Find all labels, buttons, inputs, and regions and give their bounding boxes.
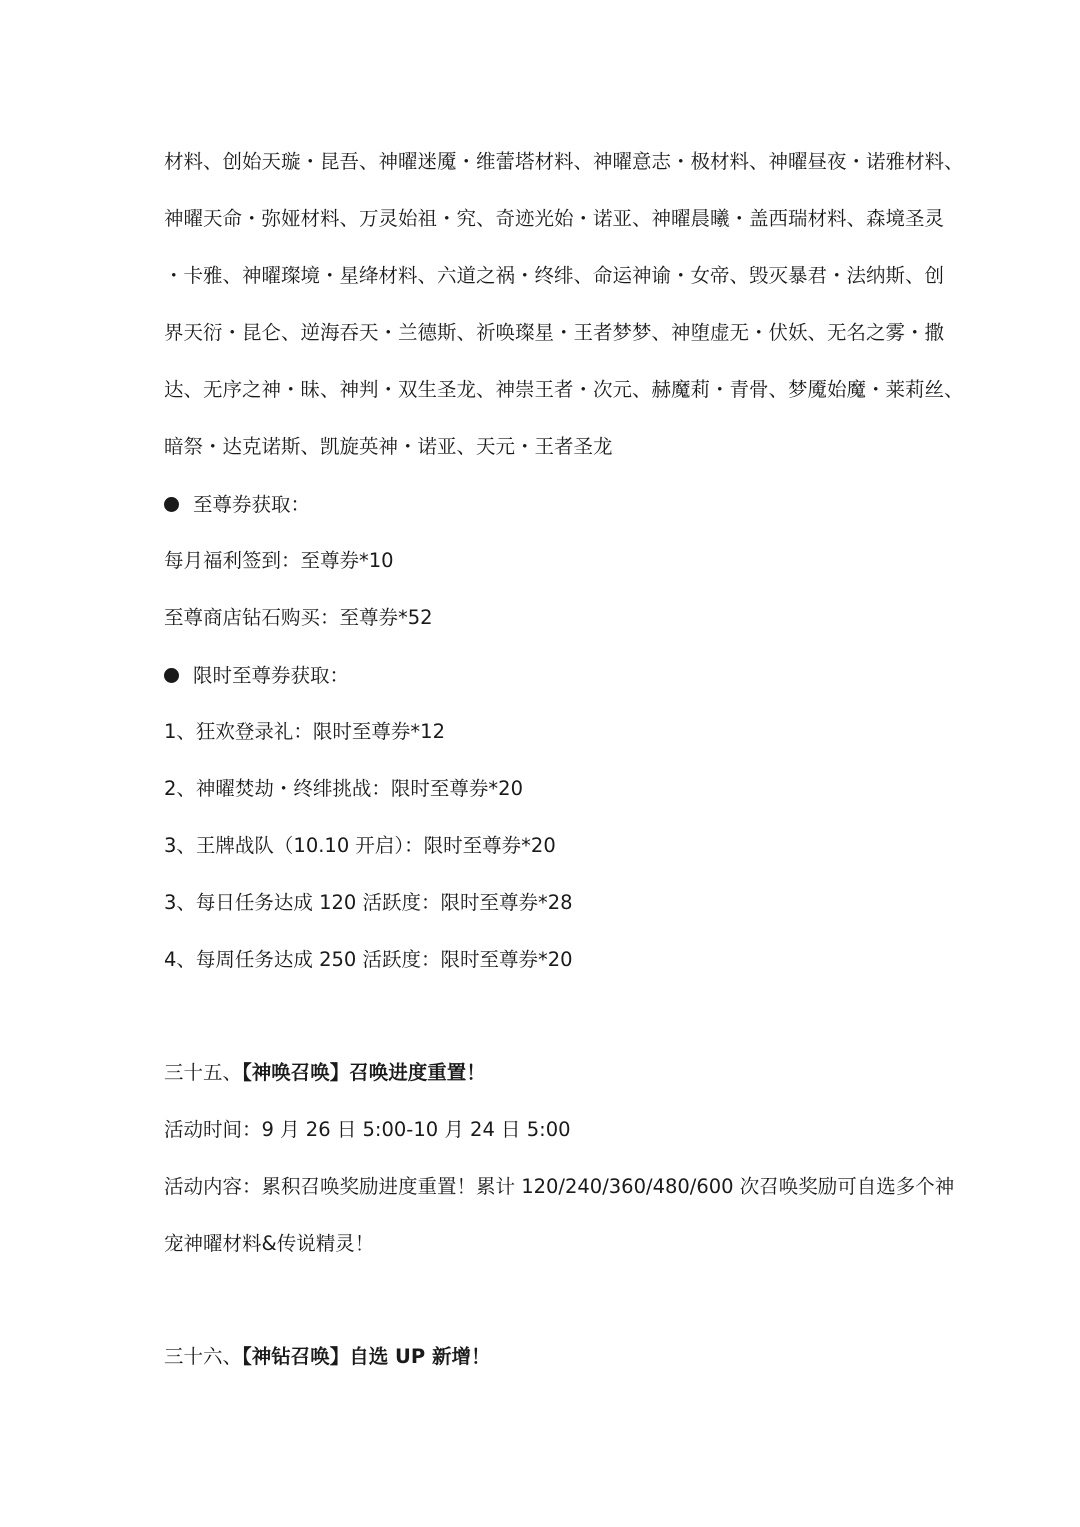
- bullet-icon: [164, 668, 179, 683]
- intro-line: 暗祭・达克诺斯、凯旋英神・诺亚、天元・王者圣龙: [164, 435, 613, 458]
- section35-prefix: 三十五、: [164, 1061, 243, 1084]
- section36-prefix: 三十六、: [164, 1345, 243, 1368]
- intro-line: 界天衍・昆仑、逆海吞天・兰德斯、祈唤璨星・王者梦梦、神堕虚无・伏妖、无名之雾・撒: [164, 321, 945, 344]
- bullet-icon: [164, 497, 179, 512]
- section35-content-line: 活动内容：累积召唤奖励进度重置！累计 120/240/360/480/600 次召唤奖励可自选多个神: [164, 1175, 955, 1198]
- intro-line: 神曜天命・弥娅材料、万灵始祖・究、奇迹光始・诺亚、神曜晨曦・盖西瑞材料、森境圣灵: [164, 207, 945, 230]
- intro-line: 材料、创始天璇・昆吾、神曜迷魇・维蕾塔材料、神曜意志・极材料、神曜昼夜・诺雅材料、: [164, 150, 964, 173]
- section36-title: 【神钻召唤】自选 UP 新增！: [242, 1345, 491, 1368]
- supreme-heading-text: 至尊券获取：: [193, 492, 311, 516]
- section35-heading: [164, 1050, 934, 1107]
- document-content: [164, 139, 964, 1391]
- intro-paragraph: [164, 139, 964, 481]
- limited-item: 2、神曜焚劫・终绯挑战：限时至尊券*20: [164, 777, 523, 800]
- intro-line: 达、无序之神・昧、神判・双生圣龙、神崇王者・次元、赫魔莉・青骨、梦魇始魔・莱莉丝、: [164, 378, 964, 401]
- supreme-heading: [164, 481, 934, 538]
- supreme-item: 每月福利签到：至尊券*10: [164, 549, 394, 572]
- limited-item: 1、狂欢登录礼：限时至尊券*12: [164, 720, 445, 743]
- supreme-item: 至尊商店钻石购买：至尊券*52: [164, 606, 433, 629]
- intro-line: ・卡雅、神曜璨境・星绛材料、六道之祸・终绯、命运神谕・女帝、毁灭暴君・法纳斯、创: [164, 264, 945, 287]
- limited-heading-text: 限时至尊券获取：: [193, 663, 350, 687]
- limited-item: 3、王牌战队（10.10 开启）：限时至尊券*20: [164, 834, 556, 857]
- section35-title: 【神唤召唤】召唤进度重置！: [242, 1061, 486, 1084]
- limited-item: 3、每日任务达成 120 活跃度：限时至尊券*28: [164, 891, 573, 914]
- section35-content-line: 宠神曜材料&传说精灵！: [164, 1232, 375, 1255]
- limited-heading: [164, 652, 934, 709]
- section-spacer: [164, 1278, 934, 1334]
- section36-heading: [164, 1334, 934, 1391]
- section35-time: 活动时间：9 月 26 日 5:00-10 月 24 日 5:00: [164, 1118, 571, 1141]
- limited-item: 4、每周任务达成 250 活跃度：限时至尊券*20: [164, 948, 573, 971]
- section-spacer: [164, 994, 934, 1050]
